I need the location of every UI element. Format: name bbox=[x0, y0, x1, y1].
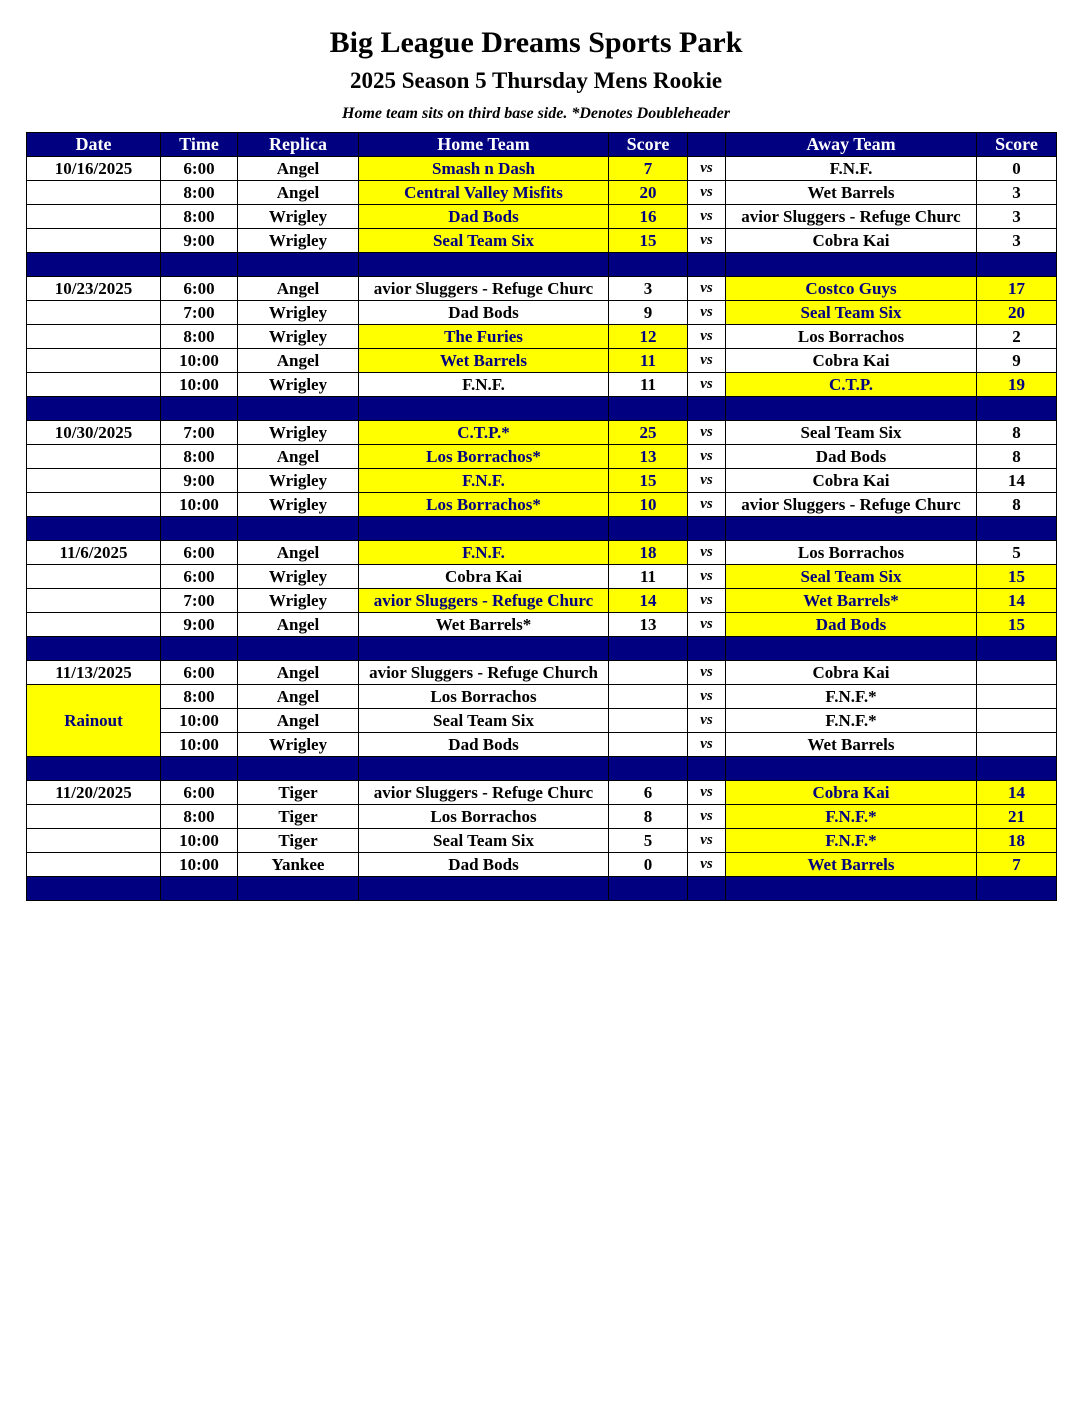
away-team: Seal Team Six bbox=[726, 565, 977, 589]
game-date-empty bbox=[27, 493, 161, 517]
game-replica: Wrigley bbox=[238, 229, 359, 253]
away-score: 2 bbox=[977, 325, 1057, 349]
game-time: 10:00 bbox=[161, 733, 238, 757]
game-date-empty bbox=[27, 373, 161, 397]
game-time: 10:00 bbox=[161, 373, 238, 397]
away-team: Dad Bods bbox=[726, 445, 977, 469]
away-team: avior Sluggers - Refuge Churc bbox=[726, 205, 977, 229]
separator-cell bbox=[688, 253, 726, 277]
separator-cell bbox=[726, 877, 977, 901]
vs-label: vs bbox=[688, 325, 726, 349]
game-row bbox=[27, 277, 1057, 301]
col-header-vs bbox=[688, 133, 726, 157]
away-score: 19 bbox=[977, 373, 1057, 397]
separator-cell bbox=[238, 517, 359, 541]
separator-cell bbox=[977, 637, 1057, 661]
away-team: Los Borrachos bbox=[726, 325, 977, 349]
separator-cell bbox=[609, 877, 688, 901]
game-replica: Wrigley bbox=[238, 325, 359, 349]
separator-cell bbox=[161, 637, 238, 661]
away-team: Cobra Kai bbox=[726, 781, 977, 805]
away-score: 3 bbox=[977, 205, 1057, 229]
home-score: 15 bbox=[609, 229, 688, 253]
vs-label: vs bbox=[688, 157, 726, 181]
game-replica: Tiger bbox=[238, 805, 359, 829]
page-subtitle: 2025 Season 5 Thursday Mens Rookie bbox=[349, 68, 723, 93]
game-time: 9:00 bbox=[161, 613, 238, 637]
separator-cell bbox=[359, 637, 609, 661]
game-replica: Angel bbox=[238, 613, 359, 637]
vs-label: vs bbox=[688, 445, 726, 469]
game-time: 6:00 bbox=[161, 277, 238, 301]
home-score: 3 bbox=[609, 277, 688, 301]
separator-cell bbox=[977, 757, 1057, 781]
away-score: 18 bbox=[977, 829, 1057, 853]
game-date-empty bbox=[27, 805, 161, 829]
home-team: C.T.P.* bbox=[359, 421, 609, 445]
home-team: Dad Bods bbox=[359, 733, 609, 757]
game-row bbox=[27, 853, 1057, 877]
vs-label: vs bbox=[688, 709, 726, 733]
away-team: avior Sluggers - Refuge Churc bbox=[726, 493, 977, 517]
away-team: Wet Barrels bbox=[726, 853, 977, 877]
away-team: Dad Bods bbox=[726, 613, 977, 637]
game-time: 6:00 bbox=[161, 661, 238, 685]
away-team: Cobra Kai bbox=[726, 469, 977, 493]
game-replica: Wrigley bbox=[238, 565, 359, 589]
home-score: 20 bbox=[609, 181, 688, 205]
away-score: 8 bbox=[977, 421, 1057, 445]
game-replica: Wrigley bbox=[238, 301, 359, 325]
separator-cell bbox=[359, 757, 609, 781]
game-date-empty bbox=[27, 853, 161, 877]
home-score: 11 bbox=[609, 349, 688, 373]
col-header-away-score: Score bbox=[977, 133, 1057, 157]
home-team: Central Valley Misfits bbox=[359, 181, 609, 205]
game-row bbox=[27, 373, 1057, 397]
home-score: 11 bbox=[609, 373, 688, 397]
game-time: 10:00 bbox=[161, 349, 238, 373]
vs-label: vs bbox=[688, 805, 726, 829]
vs-label: vs bbox=[688, 421, 726, 445]
home-team: Dad Bods bbox=[359, 853, 609, 877]
vs-label: vs bbox=[688, 829, 726, 853]
game-replica: Angel bbox=[238, 349, 359, 373]
separator-cell bbox=[609, 757, 688, 781]
away-team: Seal Team Six bbox=[726, 301, 977, 325]
away-team: F.N.F. bbox=[726, 157, 977, 181]
page-note: Home team sits on third base side. *Denotes Doubleheader bbox=[342, 105, 730, 122]
away-score: 17 bbox=[977, 277, 1057, 301]
col-header-replica: Replica bbox=[238, 133, 359, 157]
game-row bbox=[27, 709, 1057, 733]
home-team: F.N.F. bbox=[359, 541, 609, 565]
game-date: 11/13/2025 bbox=[27, 661, 161, 685]
game-replica: Angel bbox=[238, 445, 359, 469]
game-time: 9:00 bbox=[161, 469, 238, 493]
home-score: 9 bbox=[609, 301, 688, 325]
away-score: 21 bbox=[977, 805, 1057, 829]
game-replica: Wrigley bbox=[238, 421, 359, 445]
schedule-table bbox=[26, 132, 1057, 901]
home-team: F.N.F. bbox=[359, 469, 609, 493]
away-score: 5 bbox=[977, 541, 1057, 565]
col-header-home-team: Home Team bbox=[359, 133, 609, 157]
vs-label: vs bbox=[688, 589, 726, 613]
game-date: 10/16/2025 bbox=[27, 157, 161, 181]
game-row bbox=[27, 829, 1057, 853]
home-score bbox=[609, 685, 688, 709]
away-team: F.N.F.* bbox=[726, 805, 977, 829]
vs-label: vs bbox=[688, 301, 726, 325]
game-replica: Wrigley bbox=[238, 589, 359, 613]
game-row bbox=[27, 445, 1057, 469]
game-replica: Wrigley bbox=[238, 493, 359, 517]
game-date-empty bbox=[27, 181, 161, 205]
separator-cell bbox=[688, 637, 726, 661]
game-date-empty bbox=[27, 829, 161, 853]
game-replica: Wrigley bbox=[238, 205, 359, 229]
separator-cell bbox=[977, 397, 1057, 421]
game-row bbox=[27, 325, 1057, 349]
game-replica: Angel bbox=[238, 181, 359, 205]
game-date: 10/30/2025 bbox=[27, 421, 161, 445]
page-title: Big League Dreams Sports Park bbox=[329, 26, 743, 59]
schedule-body bbox=[27, 157, 1057, 901]
away-team: F.N.F.* bbox=[726, 685, 977, 709]
separator-cell bbox=[688, 517, 726, 541]
separator-cell bbox=[688, 757, 726, 781]
week-separator bbox=[27, 877, 1057, 901]
vs-label: vs bbox=[688, 685, 726, 709]
separator-cell bbox=[609, 253, 688, 277]
game-time: 10:00 bbox=[161, 493, 238, 517]
home-team: avior Sluggers - Refuge Churc bbox=[359, 589, 609, 613]
game-date-empty bbox=[27, 301, 161, 325]
away-team: Costco Guys bbox=[726, 277, 977, 301]
away-team: F.N.F.* bbox=[726, 829, 977, 853]
game-date-empty bbox=[27, 229, 161, 253]
game-date-empty bbox=[27, 589, 161, 613]
separator-cell bbox=[27, 757, 161, 781]
away-team: Wet Barrels bbox=[726, 733, 977, 757]
away-team: Cobra Kai bbox=[726, 229, 977, 253]
game-time: 8:00 bbox=[161, 181, 238, 205]
separator-cell bbox=[238, 877, 359, 901]
separator-cell bbox=[726, 517, 977, 541]
away-score: 7 bbox=[977, 853, 1057, 877]
game-row bbox=[27, 565, 1057, 589]
away-score: 20 bbox=[977, 301, 1057, 325]
away-team: F.N.F.* bbox=[726, 709, 977, 733]
home-team: Los Borrachos bbox=[359, 805, 609, 829]
away-score: 8 bbox=[977, 445, 1057, 469]
game-row bbox=[27, 685, 1057, 709]
game-row bbox=[27, 421, 1057, 445]
game-time: 7:00 bbox=[161, 301, 238, 325]
game-time: 8:00 bbox=[161, 805, 238, 829]
separator-cell bbox=[688, 397, 726, 421]
game-row bbox=[27, 229, 1057, 253]
game-replica: Wrigley bbox=[238, 373, 359, 397]
home-score: 14 bbox=[609, 589, 688, 613]
game-replica: Tiger bbox=[238, 829, 359, 853]
separator-cell bbox=[238, 397, 359, 421]
away-score: 0 bbox=[977, 157, 1057, 181]
away-team: Los Borrachos bbox=[726, 541, 977, 565]
separator-cell bbox=[977, 517, 1057, 541]
game-time: 6:00 bbox=[161, 565, 238, 589]
game-date: 11/6/2025 bbox=[27, 541, 161, 565]
separator-cell bbox=[161, 397, 238, 421]
separator-cell bbox=[238, 253, 359, 277]
separator-cell bbox=[359, 877, 609, 901]
home-team: Seal Team Six bbox=[359, 829, 609, 853]
game-row bbox=[27, 661, 1057, 685]
separator-cell bbox=[161, 877, 238, 901]
vs-label: vs bbox=[688, 541, 726, 565]
game-row bbox=[27, 469, 1057, 493]
separator-cell bbox=[27, 397, 161, 421]
away-score bbox=[977, 733, 1057, 757]
game-date-empty bbox=[27, 205, 161, 229]
week-separator bbox=[27, 397, 1057, 421]
separator-cell bbox=[359, 517, 609, 541]
away-team: Wet Barrels* bbox=[726, 589, 977, 613]
vs-label: vs bbox=[688, 181, 726, 205]
week-separator bbox=[27, 757, 1057, 781]
vs-label: vs bbox=[688, 853, 726, 877]
vs-label: vs bbox=[688, 733, 726, 757]
home-team: Seal Team Six bbox=[359, 709, 609, 733]
game-replica: Tiger bbox=[238, 781, 359, 805]
home-score bbox=[609, 709, 688, 733]
game-replica: Angel bbox=[238, 661, 359, 685]
vs-label: vs bbox=[688, 565, 726, 589]
game-row bbox=[27, 205, 1057, 229]
away-score bbox=[977, 685, 1057, 709]
home-team: Los Borrachos* bbox=[359, 493, 609, 517]
separator-cell bbox=[726, 637, 977, 661]
week-separator bbox=[27, 517, 1057, 541]
game-row bbox=[27, 157, 1057, 181]
col-header-date: Date bbox=[27, 133, 161, 157]
game-time: 6:00 bbox=[161, 781, 238, 805]
home-team: The Furies bbox=[359, 325, 609, 349]
game-replica: Angel bbox=[238, 157, 359, 181]
game-time: 8:00 bbox=[161, 445, 238, 469]
game-time: 8:00 bbox=[161, 685, 238, 709]
home-team: Seal Team Six bbox=[359, 229, 609, 253]
game-row bbox=[27, 349, 1057, 373]
col-header-away-team: Away Team bbox=[726, 133, 977, 157]
game-row bbox=[27, 613, 1057, 637]
game-replica: Angel bbox=[238, 709, 359, 733]
home-score: 0 bbox=[609, 853, 688, 877]
game-date: 11/20/2025 bbox=[27, 781, 161, 805]
game-row bbox=[27, 733, 1057, 757]
away-score: 9 bbox=[977, 349, 1057, 373]
separator-cell bbox=[977, 253, 1057, 277]
home-team: Wet Barrels bbox=[359, 349, 609, 373]
away-score bbox=[977, 709, 1057, 733]
home-score: 6 bbox=[609, 781, 688, 805]
separator-cell bbox=[726, 397, 977, 421]
game-time: 10:00 bbox=[161, 709, 238, 733]
col-header-time: Time bbox=[161, 133, 238, 157]
away-score: 14 bbox=[977, 589, 1057, 613]
home-team: Wet Barrels* bbox=[359, 613, 609, 637]
away-team: Cobra Kai bbox=[726, 349, 977, 373]
game-time: 10:00 bbox=[161, 829, 238, 853]
away-score: 14 bbox=[977, 469, 1057, 493]
game-row bbox=[27, 541, 1057, 565]
away-team: Wet Barrels bbox=[726, 181, 977, 205]
game-replica: Angel bbox=[238, 277, 359, 301]
away-score: 3 bbox=[977, 181, 1057, 205]
separator-cell bbox=[609, 517, 688, 541]
separator-cell bbox=[27, 253, 161, 277]
game-row bbox=[27, 181, 1057, 205]
col-header-home-score: Score bbox=[609, 133, 688, 157]
home-score: 18 bbox=[609, 541, 688, 565]
home-team: Los Borrachos bbox=[359, 685, 609, 709]
vs-label: vs bbox=[688, 661, 726, 685]
game-replica: Wrigley bbox=[238, 469, 359, 493]
week-separator bbox=[27, 637, 1057, 661]
home-team: Dad Bods bbox=[359, 301, 609, 325]
away-score: 8 bbox=[977, 493, 1057, 517]
home-score: 11 bbox=[609, 565, 688, 589]
home-team: avior Sluggers - Refuge Church bbox=[359, 661, 609, 685]
separator-cell bbox=[609, 397, 688, 421]
home-score: 10 bbox=[609, 493, 688, 517]
home-score: 25 bbox=[609, 421, 688, 445]
header-row bbox=[27, 133, 1057, 157]
separator-cell bbox=[726, 253, 977, 277]
separator-cell bbox=[359, 253, 609, 277]
game-date: 10/23/2025 bbox=[27, 277, 161, 301]
game-replica: Angel bbox=[238, 685, 359, 709]
home-team: avior Sluggers - Refuge Churc bbox=[359, 277, 609, 301]
rainout-label: Rainout bbox=[27, 685, 161, 757]
game-time: 8:00 bbox=[161, 205, 238, 229]
separator-cell bbox=[27, 517, 161, 541]
separator-cell bbox=[238, 637, 359, 661]
separator-cell bbox=[977, 877, 1057, 901]
game-time: 7:00 bbox=[161, 421, 238, 445]
home-team: Cobra Kai bbox=[359, 565, 609, 589]
separator-cell bbox=[688, 877, 726, 901]
separator-cell bbox=[161, 517, 238, 541]
away-team: C.T.P. bbox=[726, 373, 977, 397]
vs-label: vs bbox=[688, 613, 726, 637]
home-score: 8 bbox=[609, 805, 688, 829]
home-score: 7 bbox=[609, 157, 688, 181]
separator-cell bbox=[359, 397, 609, 421]
vs-label: vs bbox=[688, 349, 726, 373]
game-replica: Yankee bbox=[238, 853, 359, 877]
game-date-empty bbox=[27, 469, 161, 493]
separator-cell bbox=[27, 637, 161, 661]
vs-label: vs bbox=[688, 277, 726, 301]
home-team: F.N.F. bbox=[359, 373, 609, 397]
separator-cell bbox=[609, 637, 688, 661]
game-replica: Angel bbox=[238, 541, 359, 565]
home-score bbox=[609, 733, 688, 757]
game-row bbox=[27, 781, 1057, 805]
away-score: 14 bbox=[977, 781, 1057, 805]
vs-label: vs bbox=[688, 229, 726, 253]
home-score bbox=[609, 661, 688, 685]
separator-cell bbox=[27, 877, 161, 901]
vs-label: vs bbox=[688, 781, 726, 805]
game-time: 10:00 bbox=[161, 853, 238, 877]
away-score: 15 bbox=[977, 565, 1057, 589]
vs-label: vs bbox=[688, 373, 726, 397]
game-date-empty bbox=[27, 349, 161, 373]
game-time: 8:00 bbox=[161, 325, 238, 349]
game-replica: Wrigley bbox=[238, 733, 359, 757]
separator-cell bbox=[161, 253, 238, 277]
home-score: 13 bbox=[609, 613, 688, 637]
away-team: Cobra Kai bbox=[726, 661, 977, 685]
game-date-empty bbox=[27, 445, 161, 469]
game-time: 6:00 bbox=[161, 541, 238, 565]
vs-label: vs bbox=[688, 469, 726, 493]
game-time: 7:00 bbox=[161, 589, 238, 613]
week-separator bbox=[27, 253, 1057, 277]
game-time: 9:00 bbox=[161, 229, 238, 253]
game-row bbox=[27, 301, 1057, 325]
home-score: 16 bbox=[609, 205, 688, 229]
home-score: 15 bbox=[609, 469, 688, 493]
game-row bbox=[27, 805, 1057, 829]
separator-cell bbox=[726, 757, 977, 781]
home-team: Los Borrachos* bbox=[359, 445, 609, 469]
game-time: 6:00 bbox=[161, 157, 238, 181]
game-date-empty bbox=[27, 613, 161, 637]
away-score: 15 bbox=[977, 613, 1057, 637]
vs-label: vs bbox=[688, 493, 726, 517]
game-date-empty bbox=[27, 565, 161, 589]
game-row bbox=[27, 493, 1057, 517]
home-team: Smash n Dash bbox=[359, 157, 609, 181]
away-score: 3 bbox=[977, 229, 1057, 253]
game-date-empty bbox=[27, 325, 161, 349]
home-team: Dad Bods bbox=[359, 205, 609, 229]
separator-cell bbox=[238, 757, 359, 781]
away-team: Seal Team Six bbox=[726, 421, 977, 445]
vs-label: vs bbox=[688, 205, 726, 229]
away-score bbox=[977, 661, 1057, 685]
game-row bbox=[27, 589, 1057, 613]
home-score: 13 bbox=[609, 445, 688, 469]
home-score: 5 bbox=[609, 829, 688, 853]
separator-cell bbox=[161, 757, 238, 781]
home-team: avior Sluggers - Refuge Churc bbox=[359, 781, 609, 805]
home-score: 12 bbox=[609, 325, 688, 349]
